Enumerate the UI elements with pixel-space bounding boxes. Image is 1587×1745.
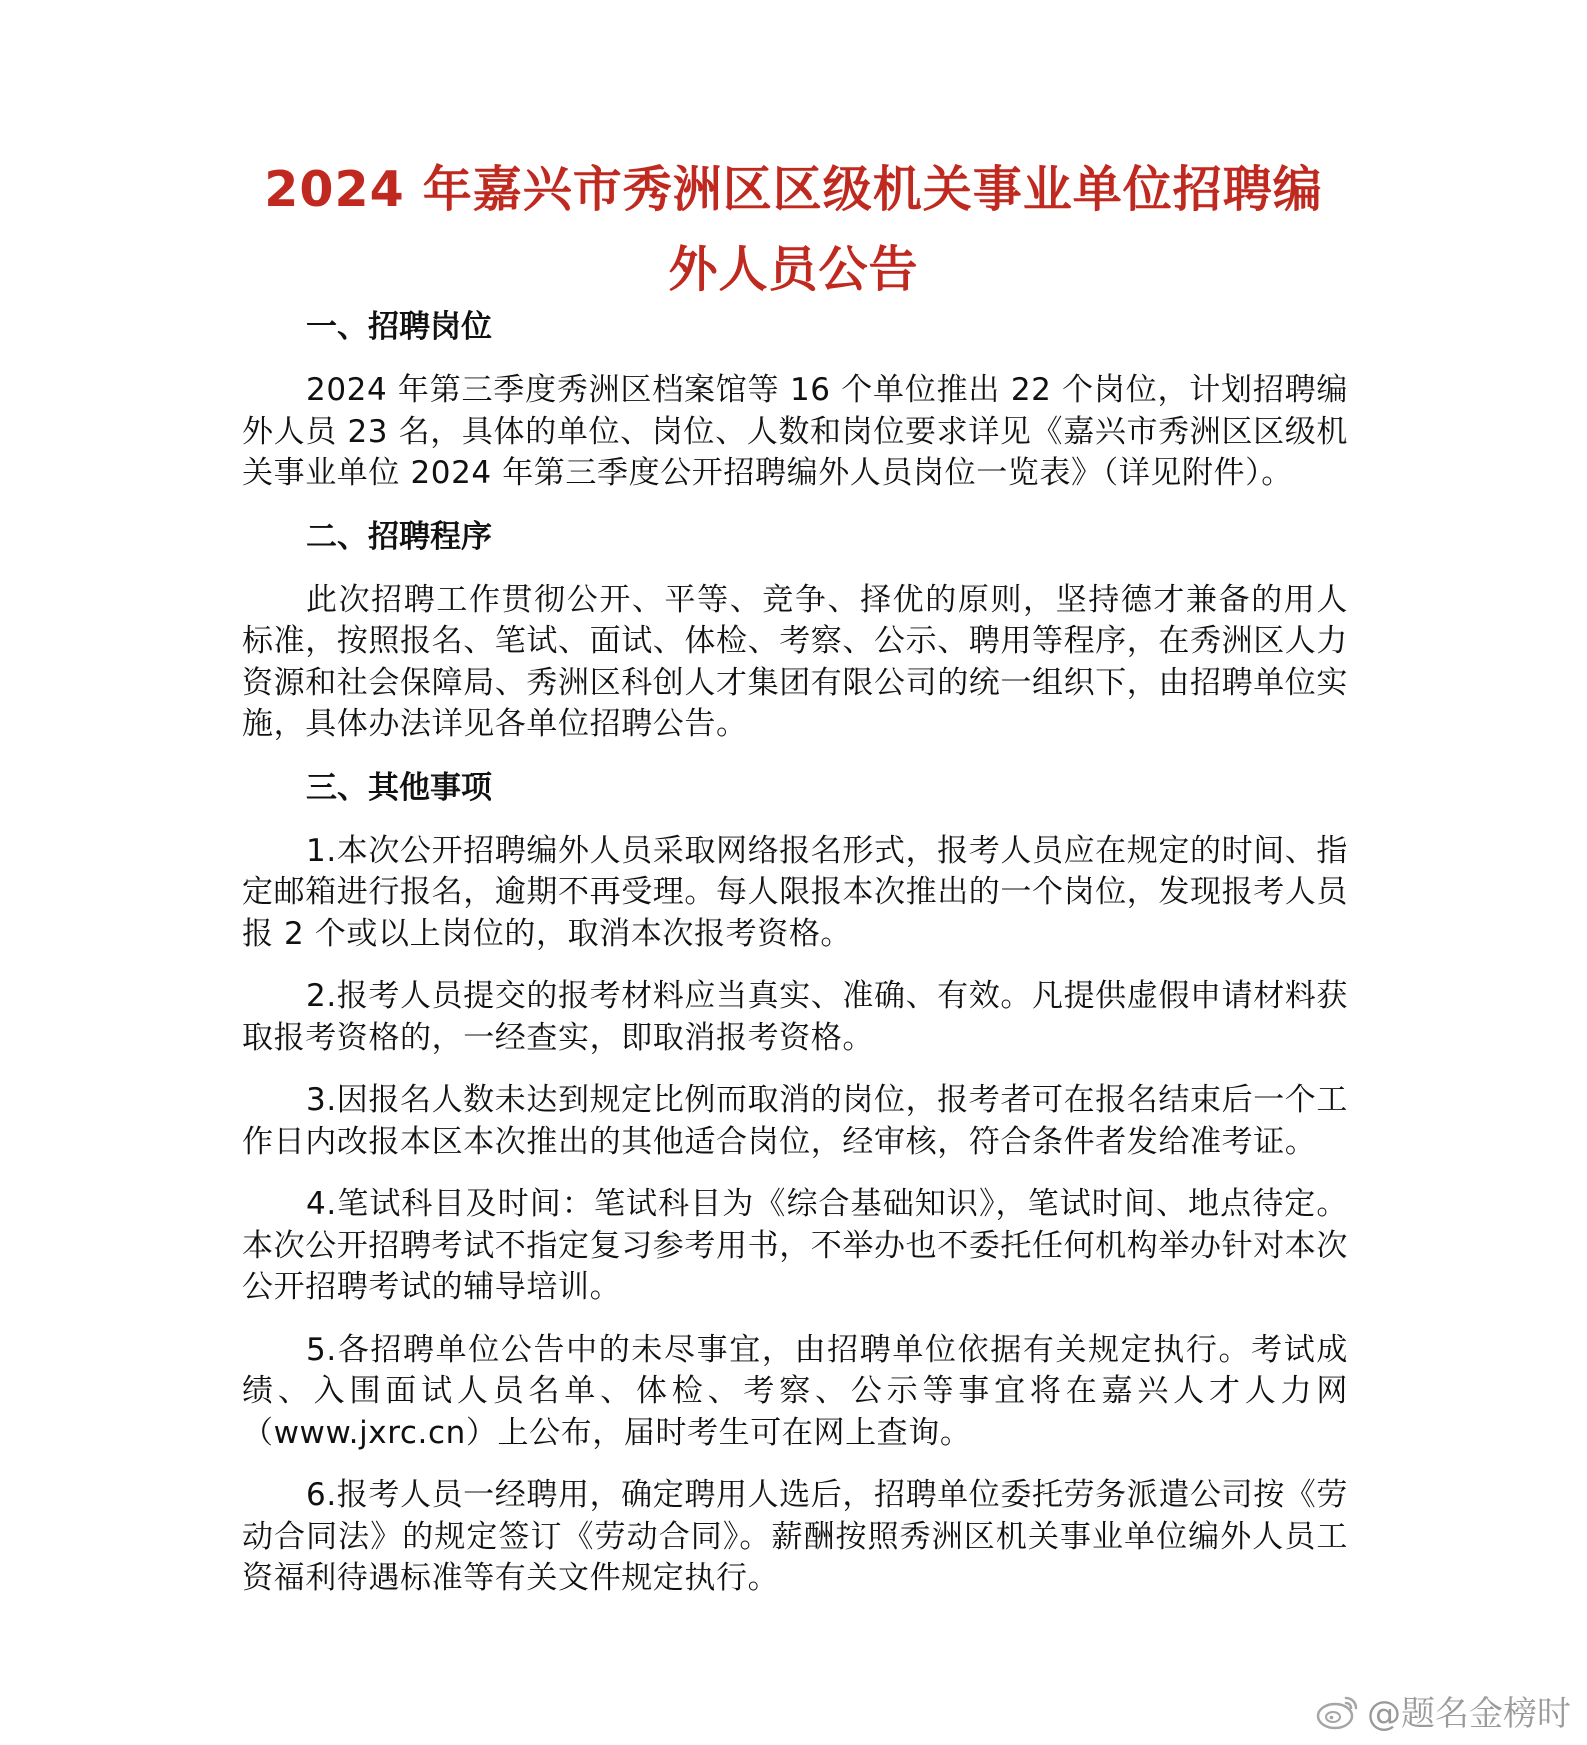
weibo-icon [1315,1692,1361,1730]
numbered-item: 2.报考人员提交的报考材料应当真实、准确、有效。凡提供虚假申请材料获取报考资格的，一经查实，即取消报考资格。 [242,978,1348,1056]
numbered-item: 4.笔试科目及时间：笔试科目为《综合基础知识》，笔试时间、地点待定。本次公开招聘考试不指定复习参考用书，不举办也不委托任何机构举办针对本次公开招聘考试的辅导培训。 [242,1186,1348,1305]
section-paragraph: 此次招聘工作贯彻公开、平等、竞争、择优的原则，坚持德才兼备的用人标准，按照报名、笔试、面试、体检、考察、公示、聘用等程序，在秀洲区人力资源和社会保障局、秀洲区科创人才集团有限公司的统一组织下，由招聘单位实施，具体办法详见各单位招聘公告。 [242,581,1348,742]
section-heading: 三、其他事项 [306,769,492,806]
title-line-2: 外人员公告 [668,241,919,298]
numbered-item: 1.本次公开招聘编外人员采取网络报名形式，报考人员应在规定的时间、指定邮箱进行报名，逾期不再受理。每人限报本次推出的一个岗位，发现报考人员报 2 个或以上岗位的，取消本次报考资格。 [242,832,1348,952]
title-line-1: 2024 年嘉兴市秀洲区区级机关事业单位招聘编 [264,161,1323,218]
numbered-item: 5.各招聘单位公告中的未尽事宜，由招聘单位依据有关规定执行。考试成绩、入围面试人员名单、体检、考察、公示等事宜将在嘉兴人才人力网（www.jxrc.cn）上公布，届时考生可在网上查询。 [242,1331,1348,1451]
numbered-item: 3.因报名人数未达到规定比例而取消的岗位，报考者可在报名结束后一个工作日内改报本区本次推出的其他适合岗位，经审核，符合条件者发给准考证。 [242,1082,1348,1160]
numbered-item: 6.报考人员一经聘用，确定聘用人选后，招聘单位委托劳务派遣公司按《劳动合同法》的规定签订《劳动合同》。薪酬按照秀洲区机关事业单位编外人员工资福利待遇标准等有关文件规定执行。 [242,1477,1348,1596]
weibo-watermark [1315,1686,1571,1735]
section-paragraph: 2024 年第三季度秀洲区档案馆等 16 个单位推出 22 个岗位，计划招聘编外人员 23 名，具体的单位、岗位、人数和岗位要求详见《嘉兴市秀洲区区级机关事业单位 2024 年第三季度公开招聘编外人员岗位一览表》（详见附件）。 [242,372,1348,491]
section-heading: 二、招聘程序 [306,518,492,555]
watermark-text: @题名金榜时 [1367,1694,1571,1734]
section-heading: 一、招聘岗位 [306,309,492,345]
document-body [242,306,1348,1621]
document-title [240,150,1347,310]
